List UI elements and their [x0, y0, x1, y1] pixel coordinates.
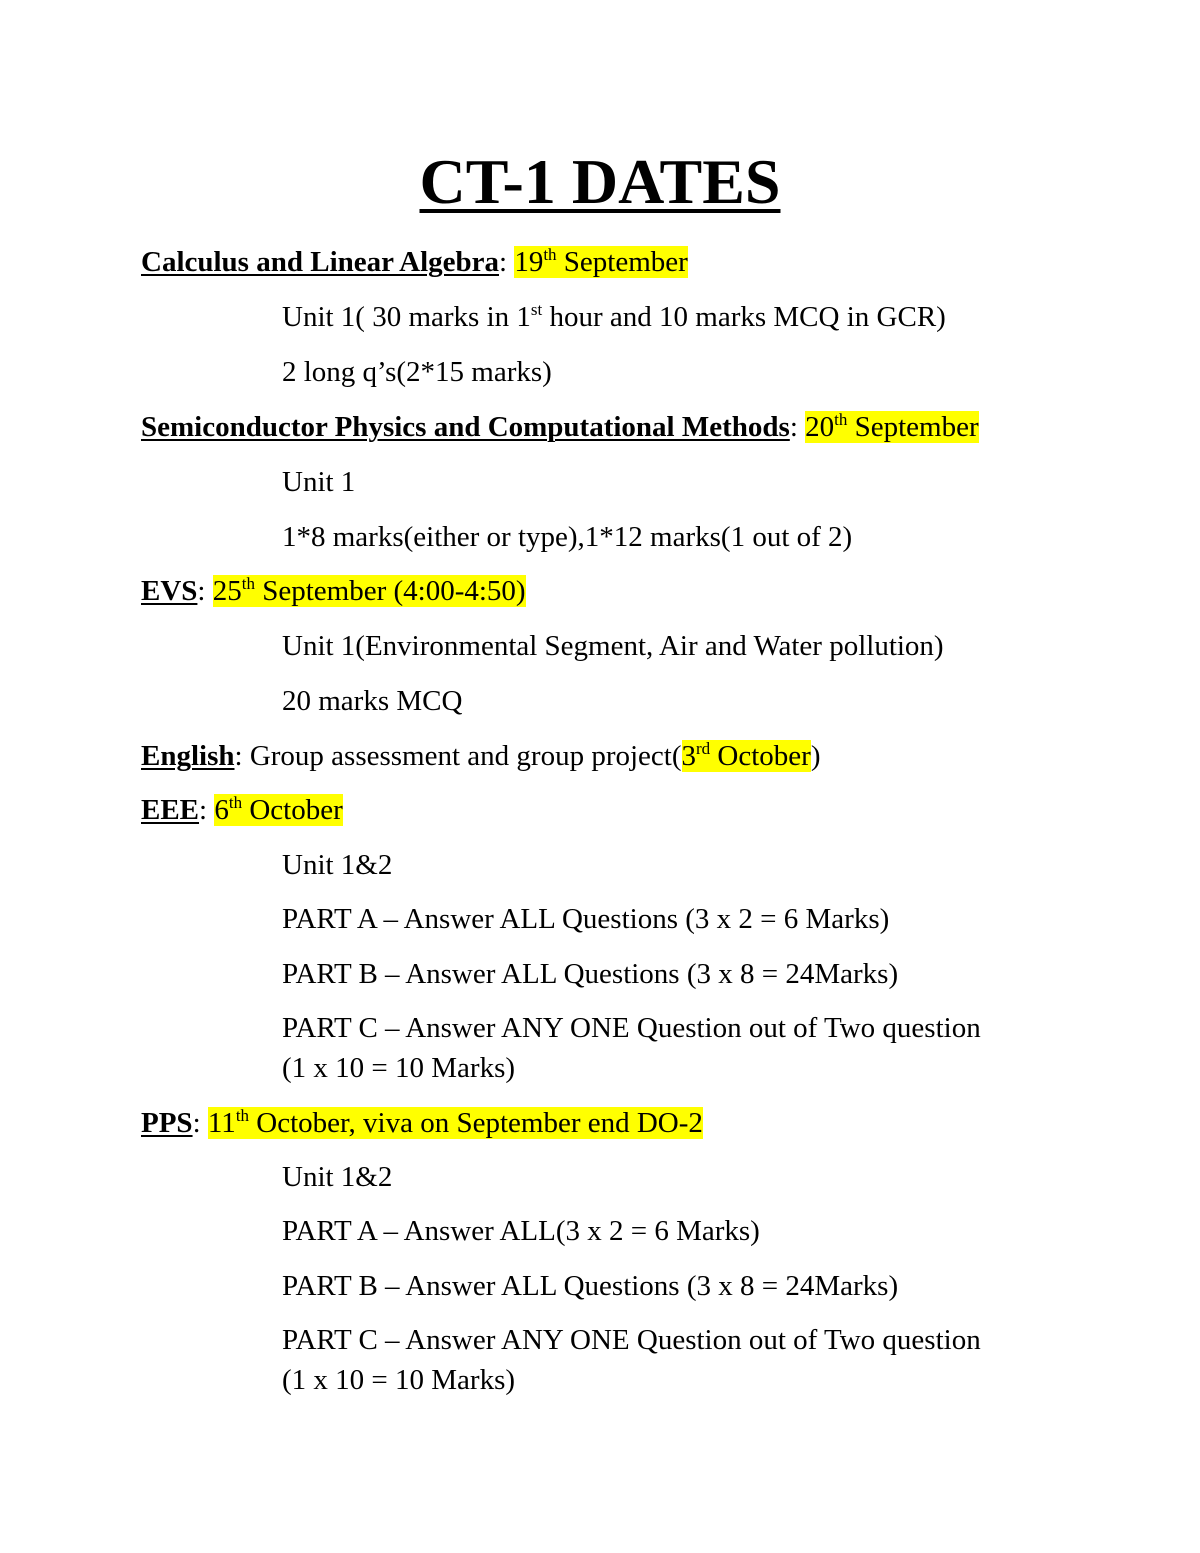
spcm-detail-2: 1*8 marks(either or type),1*12 marks(1 out of 2) [282, 521, 853, 553]
english-date-num: 3 [681, 740, 696, 772]
english-text: Group assessment and group project( [249, 740, 682, 772]
english-separator: : [234, 740, 250, 772]
pps-detail-3: PART B – Answer ALL Questions (3 x 8 = 24Marks) [282, 1270, 899, 1302]
pps-heading [141, 1103, 703, 1143]
eee-detail-4: PART C – Answer ANY ONE Question out of Two question [282, 1012, 981, 1044]
evs-heading [141, 571, 526, 611]
english-date-rest: October [710, 740, 811, 772]
cla-date-sup: th [543, 245, 557, 264]
english-subject: English [141, 740, 235, 772]
spcm-date-sup: th [834, 410, 848, 429]
eee-separator: : [199, 794, 215, 826]
english-date-sup: rd [696, 739, 711, 758]
spcm-subject: Semiconductor Physics and Computational Methods [141, 411, 790, 443]
spcm-detail-1: Unit 1 [282, 466, 356, 498]
eee-date [214, 794, 342, 826]
english-heading [141, 736, 821, 776]
page-title-text: CT-1 DATES [419, 146, 781, 217]
evs-date-num: 25 [212, 575, 242, 607]
eee-subject: EEE [141, 794, 200, 826]
pps-date-sup: th [235, 1106, 250, 1125]
english-close: ) [810, 740, 821, 772]
cla-date [514, 246, 688, 278]
pps-date [208, 1107, 703, 1139]
eee-date-rest: October [242, 794, 343, 826]
spcm-separator: : [789, 411, 806, 443]
pps-separator: : [192, 1107, 208, 1139]
spcm-heading [141, 407, 979, 447]
cla-subject: Calculus and Linear Algebra [141, 246, 499, 278]
eee-detail-5: (1 x 10 = 10 Marks) [282, 1052, 516, 1084]
evs-detail-1: Unit 1(Environmental Segment, Air and Water pollution) [282, 630, 944, 662]
pps-subject: PPS [141, 1107, 193, 1139]
evs-date-rest: September (4:00-4:50) [254, 575, 526, 607]
pps-detail-1: Unit 1&2 [282, 1161, 393, 1193]
cla-detail-1-b: hour and 10 marks MCQ in GCR) [542, 301, 946, 333]
cla-detail-1-sup: st [530, 300, 543, 319]
eee-heading [141, 790, 343, 830]
evs-date [213, 575, 526, 607]
pps-detail-5: (1 x 10 = 10 Marks) [282, 1364, 516, 1396]
english-date [682, 740, 811, 772]
pps-date-num: 11 [207, 1107, 236, 1139]
cla-date-num: 19 [514, 246, 544, 278]
spcm-date-num: 20 [805, 411, 835, 443]
evs-date-sup: th [241, 574, 255, 593]
cla-heading [141, 242, 688, 282]
eee-date-sup: th [228, 793, 243, 812]
eee-detail-2: PART A – Answer ALL Questions (3 x 2 = 6 Marks) [282, 903, 890, 935]
pps-detail-4: PART C – Answer ANY ONE Question out of Two question [282, 1324, 981, 1356]
evs-detail-2: 20 marks MCQ [282, 685, 463, 717]
eee-date-num: 6 [214, 794, 229, 826]
eee-detail-1: Unit 1&2 [282, 849, 393, 881]
pps-date-rest: October, viva on September end DO-2 [249, 1107, 703, 1139]
cla-detail-1-a: Unit 1( 30 marks in 1 [282, 301, 531, 333]
cla-detail-2: 2 long q’s(2*15 marks) [282, 356, 552, 388]
evs-subject: EVS [141, 575, 198, 607]
cla-separator: : [499, 246, 515, 278]
page-title [0, 142, 1200, 222]
pps-detail-2: PART A – Answer ALL(3 x 2 = 6 Marks) [282, 1215, 760, 1247]
cla-date-rest: September [556, 246, 688, 278]
evs-separator: : [197, 575, 213, 607]
eee-detail-3: PART B – Answer ALL Questions (3 x 8 = 24Marks) [282, 958, 899, 990]
spcm-date [805, 411, 979, 443]
cla-detail-1 [282, 297, 946, 337]
spcm-date-rest: September [847, 411, 979, 443]
